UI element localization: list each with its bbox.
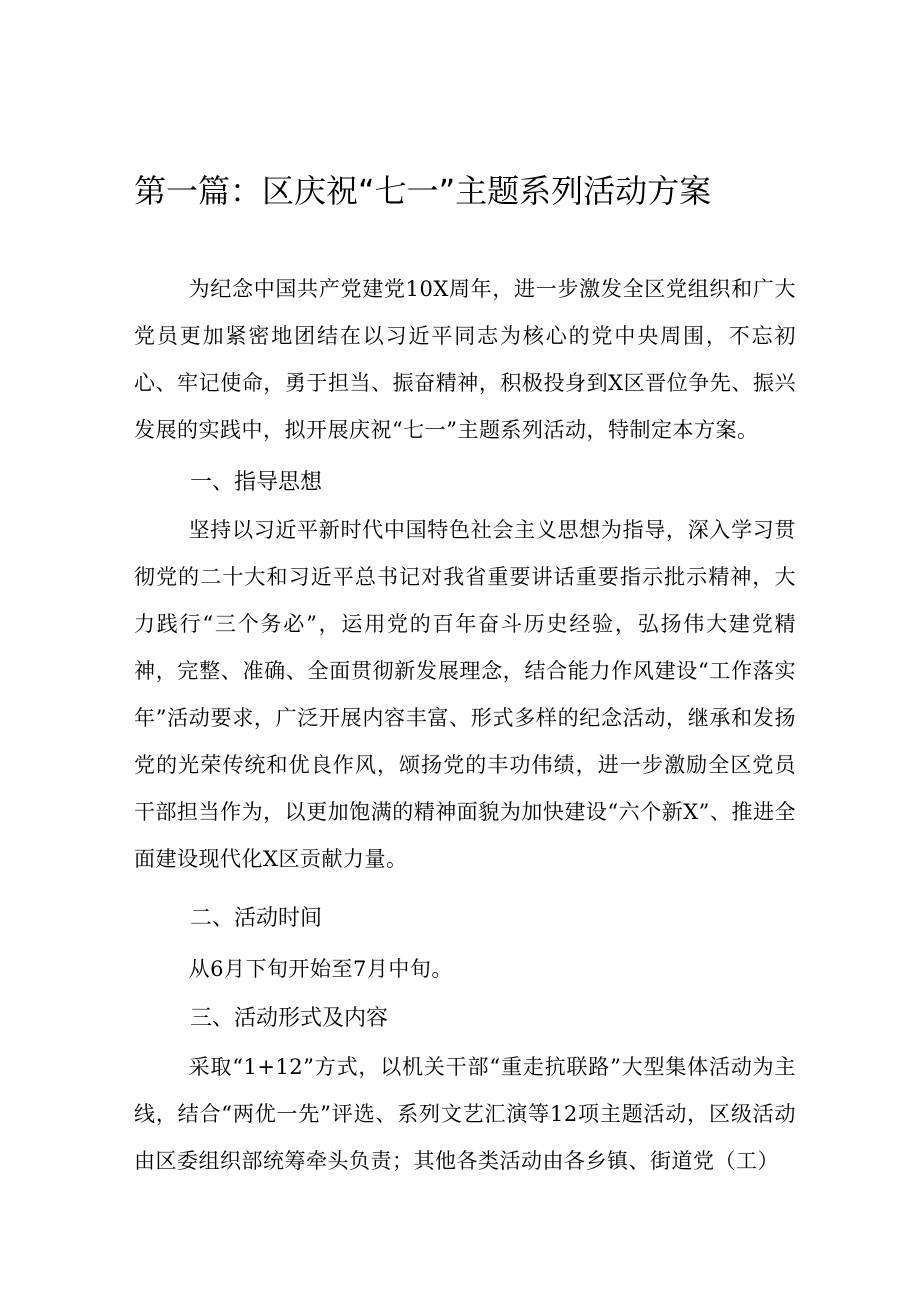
document-title: 第一篇：区庆祝“七一”主题系列活动方案 xyxy=(134,172,712,210)
section-body-activity-content: 采取“1+12”方式，以机关干部“重走抗联路”大型集体活动为主线，结合“两优一先”评选、系列文艺汇演等12项主题活动，区级活动由区委组织部统筹牵头负责；其他各类活动由各乡镇、街道党（工） xyxy=(134,1055,796,1173)
section-heading-activity-content: 三、活动形式及内容 xyxy=(190,1006,389,1031)
intro-paragraph: 为纪念中国共产党建党10X周年，进一步激发全区党组织和广大党员更加紧密地团结在以习近平同志为核心的党中央周围，不忘初心、牢记使命，勇于担当、振奋精神，积极投身到X区晋位争先、振兴发展的实践中，拟开展庆祝“七一”主题系列活动，特制定本方案。 xyxy=(134,277,796,442)
section-heading-guiding-ideology: 一、指导思想 xyxy=(190,470,323,495)
section-body-activity-time: 从6月下旬开始至7月中旬。 xyxy=(188,957,453,981)
section-heading-activity-time: 二、活动时间 xyxy=(190,906,323,931)
section-body-guiding-ideology: 坚持以习近平新时代中国特色社会主义思想为指导，深入学习贯彻党的二十大和习近平总书记对我省重要讲话重要指示批示精神，大力践行“三个务必”，运用党的百年奋斗历史经验，弘扬伟大建党精神，完整、准确、全面贯彻新发展理念，结合能力作风建设“工作落实年”活动要求，广泛开展内容丰富、形式多样的纪念活动，继承和发扬党的光荣传统和优良作风，颂扬党的丰功伟绩，进一步激励全区党员干部担当作为，以更加饱满的精神面貌为加快建设“六个新X”、推进全面建设现代化X区贡献力量。 xyxy=(134,518,796,871)
